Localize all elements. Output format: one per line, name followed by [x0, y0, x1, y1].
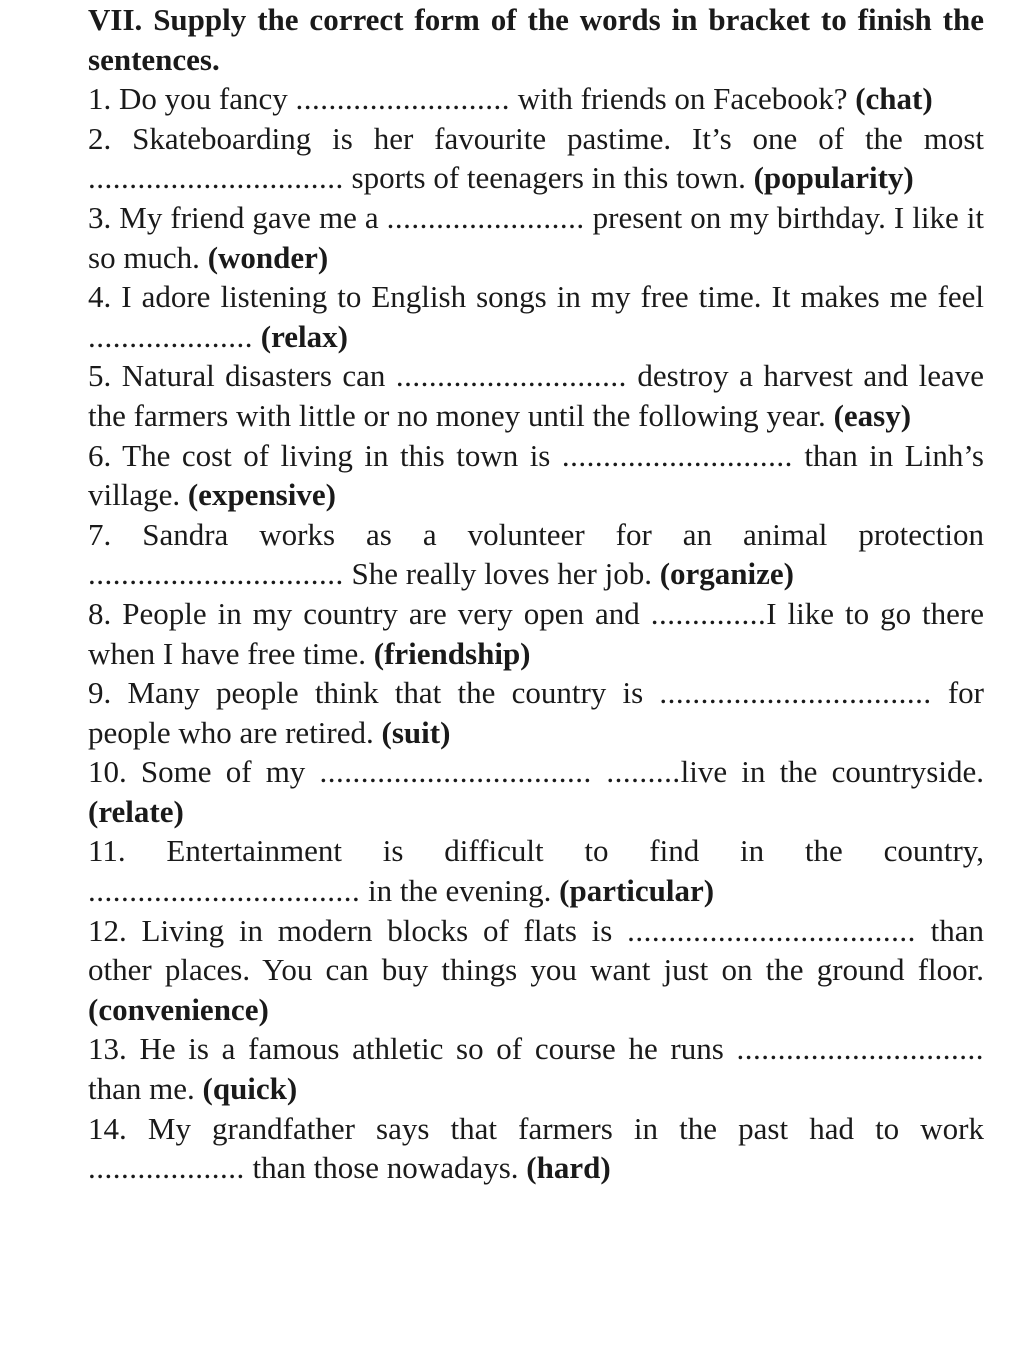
- question-12: [88, 911, 984, 1030]
- word-hint: (wonder): [207, 239, 329, 275]
- question-number: 11.: [88, 833, 126, 869]
- question-text-after: [253, 319, 261, 354]
- question-10: [88, 752, 984, 831]
- answer-blank[interactable]: ................................. .........: [319, 754, 681, 790]
- word-hint: (friendship): [373, 635, 531, 671]
- answer-blank[interactable]: ............................: [395, 358, 627, 394]
- question-text-after: present on my birthday. I like it so much.: [88, 199, 985, 275]
- question-11: [88, 831, 984, 910]
- word-hint: (convenience): [88, 991, 269, 1027]
- question-9: [88, 673, 984, 752]
- question-text-after: sports of teenagers in this town.: [343, 160, 754, 196]
- question-6: [88, 436, 984, 515]
- exercise-heading: VII. Supply the correct form of the words in bracket to finish the sentences.: [88, 2, 984, 77]
- word-hint: (popularity): [753, 160, 914, 196]
- word-hint: (organize): [659, 556, 794, 592]
- question-1: [88, 79, 984, 119]
- question-5: [88, 356, 984, 435]
- question-8: [88, 594, 984, 673]
- question-number: 9.: [88, 675, 112, 711]
- question-14: [88, 1109, 984, 1188]
- question-7: [88, 515, 984, 594]
- question-13: [88, 1029, 984, 1108]
- word-hint: (particular): [559, 873, 715, 909]
- word-hint: (relax): [260, 318, 348, 354]
- question-text-after: than in Linh’s village.: [88, 437, 984, 513]
- question-text-after: with friends on Facebook?: [509, 81, 856, 117]
- question-number: 1.: [88, 81, 112, 117]
- question-text-before: I adore listening to English songs in my free time. It makes me feel: [121, 279, 984, 315]
- word-hint: (relate): [88, 793, 184, 829]
- question-text-after: She really loves her job.: [343, 556, 660, 592]
- answer-blank[interactable]: ..........................: [295, 81, 510, 117]
- question-text-before: The cost of living in this town is: [122, 437, 562, 473]
- answer-blank[interactable]: ..............: [650, 595, 767, 631]
- question-number: 10.: [88, 754, 127, 790]
- answer-blank[interactable]: ...................: [88, 1150, 245, 1186]
- answer-blank[interactable]: ............................: [561, 437, 793, 473]
- word-hint: (hard): [526, 1150, 611, 1186]
- word-hint: (chat): [855, 81, 933, 117]
- answer-blank[interactable]: ........................: [386, 199, 585, 235]
- question-text-after: than me.: [88, 1071, 203, 1107]
- question-number: 13.: [88, 1031, 127, 1067]
- question-text-before: Entertainment is difficult to find in the country,: [166, 833, 984, 869]
- word-hint: (easy): [833, 397, 912, 433]
- question-text-before: Sandra works as a volunteer for an animal protection: [142, 516, 985, 552]
- question-number: 5.: [88, 358, 112, 394]
- word-hint: (expensive): [187, 477, 336, 513]
- question-text-after: than those nowadays.: [244, 1150, 527, 1186]
- question-text-after: live in the countryside.: [680, 754, 984, 790]
- question-text-before: Do you fancy: [119, 81, 296, 117]
- worksheet: [88, 0, 984, 1188]
- question-text-before: My friend gave me a: [119, 199, 387, 235]
- question-text-before: People in my country are very open and: [122, 595, 651, 631]
- question-number: 7.: [88, 516, 112, 552]
- question-number: 2.: [88, 120, 112, 156]
- question-number: 3.: [88, 199, 112, 235]
- word-hint: (quick): [202, 1071, 298, 1107]
- question-3: [88, 198, 984, 277]
- answer-blank[interactable]: ..............................: [736, 1031, 984, 1067]
- question-text-after: for people who are retired.: [88, 675, 984, 750]
- question-text-after: I like to go there when I have free time.: [88, 595, 984, 671]
- word-hint: (suit): [381, 714, 451, 750]
- question-text-before: Skateboarding is her favourite pastime. It’s one of the most: [132, 120, 985, 156]
- question-text-after: in the evening.: [360, 873, 560, 909]
- question-number: 6.: [88, 437, 112, 473]
- question-2: [88, 119, 984, 198]
- question-number: 8.: [88, 595, 112, 631]
- question-text-before: Many people think that the country is: [127, 675, 660, 711]
- question-text-after: than other places. You can buy things you want just on the ground floor.: [88, 912, 985, 988]
- question-text-before: He is a famous athletic so of course he runs: [139, 1031, 737, 1067]
- question-number: 12.: [88, 912, 127, 948]
- question-number: 4.: [88, 279, 112, 315]
- answer-blank[interactable]: .................................: [659, 675, 932, 711]
- question-text-before: Natural disasters can: [121, 358, 396, 394]
- answer-blank[interactable]: ...................................: [627, 912, 916, 948]
- question-4: [88, 277, 984, 356]
- answer-blank[interactable]: .................................: [88, 873, 361, 909]
- question-text-after: destroy a harvest and leave the farmers with little or no money until the following year.: [88, 358, 985, 433]
- answer-blank[interactable]: ...............................: [88, 556, 344, 592]
- answer-blank[interactable]: ...............................: [88, 160, 344, 196]
- question-number: 14.: [88, 1110, 127, 1146]
- question-text-before: My grandfather says that farmers in the past had to work: [147, 1110, 985, 1146]
- question-text-before: Living in modern blocks of flats is: [141, 912, 628, 948]
- answer-blank[interactable]: ....................: [88, 318, 253, 354]
- question-text-before: Some of my: [140, 754, 320, 790]
- question-list: [88, 79, 984, 1188]
